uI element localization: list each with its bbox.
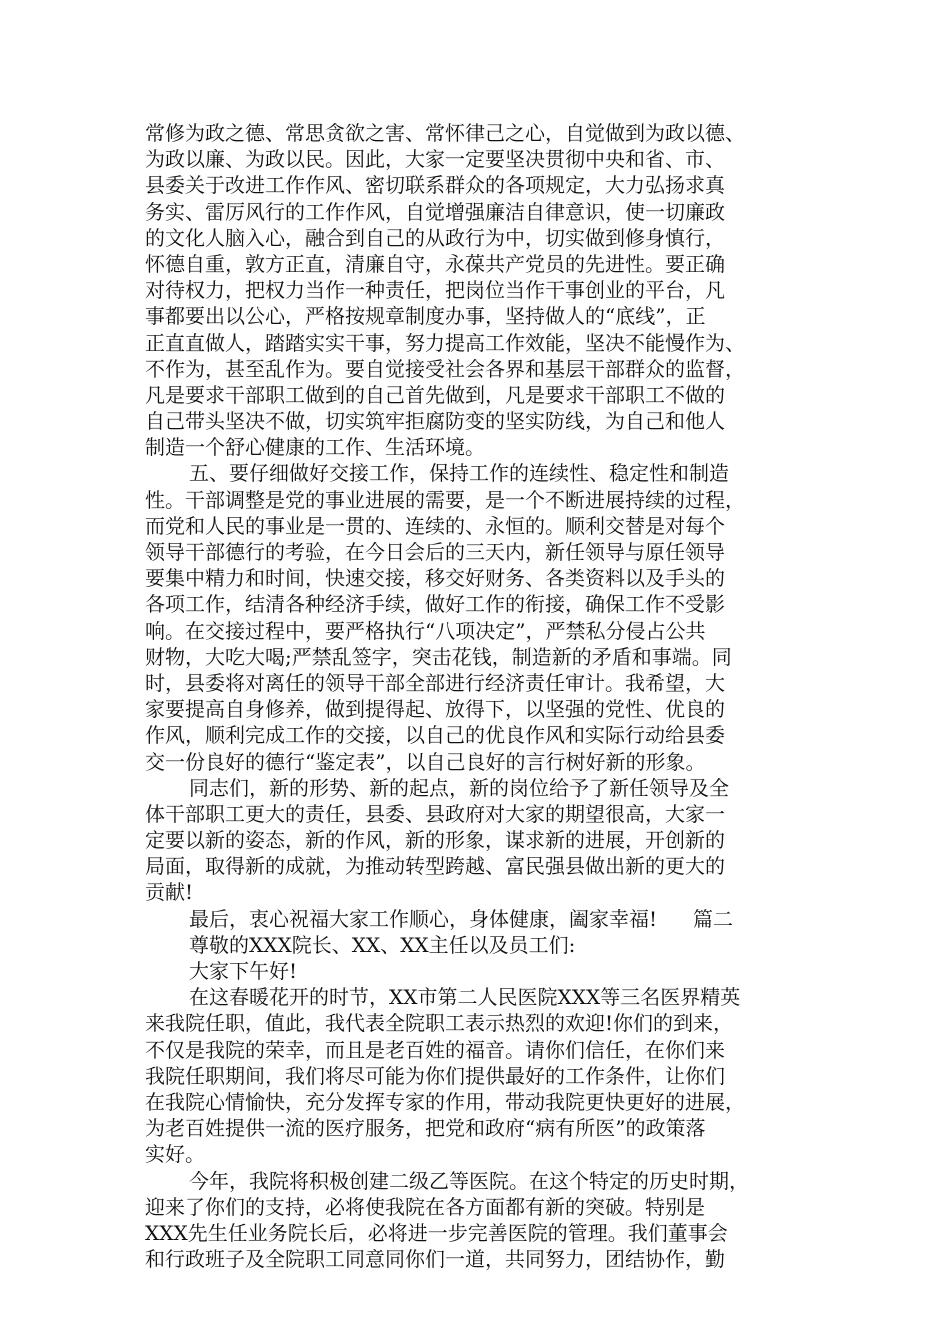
text-line: 自己带头坚决不做，切实筑牢拒腐防变的坚实防线，为自己和他人 [145,409,725,434]
text-line: 不仅是我院的荣幸，而且是老百姓的福音。请你们信任，在你们来 [145,1037,725,1062]
closing-line [145,906,825,932]
text-line: 怀德自重，敦方正直，清廉自守，永葆共产党员的先进性。要正确 [145,251,725,276]
paragraph-start-line: 同志们，新的形势、新的起点，新的岗位给予了新任领导及全 [189,775,729,800]
text-line: 贡献! [145,880,194,905]
text-line: 要集中精力和时间，快速交接，移交好财务、各类资料以及手头的 [145,566,725,591]
text-line: 的文化人脑入心，融合到自己的从政行为中，切实做到修身慎行， [145,225,725,250]
paragraph-start-line: 五、要仔细做好交接工作，保持工作的连续性、稳定性和制造 [189,461,729,486]
text-line: 不作为，甚至乱作为。要自觉接受社会各界和基层干部群众的监督， [145,356,745,381]
text-line: 制造一个舒心健康的工作、生活环境。 [145,435,485,460]
text-line: 我院任职期间，我们将尽可能为你们提供最好的工作条件，让你们 [145,1063,725,1088]
paragraph-start-line: 今年，我院将积极创建二级乙等医院。在这个特定的历史时期， [189,1168,749,1193]
paragraph-start-line: 在这春暖花开的时节，XX市第二人民医院XXX等三名医界精英 [189,985,741,1010]
text-line: 迎来了你们的支持，必将使我院在各方面都有新的突破。特别是 [145,1194,705,1219]
text-line: 来我院任职，值此，我代表全院职工表示热烈的欢迎!你们的到来， [145,1011,734,1036]
section-label: 篇二 [693,906,734,931]
text-line: 体干部职工更大的责任，县委、县政府对大家的期望很高，大家一 [145,801,725,826]
text-line: 财物，大吃大喝;严禁乱签字，突击花钱，制造新的矛盾和事端。同 [145,644,732,669]
text-line: 而党和人民的事业是一贯的、连续的、永恒的。顺利交替是对每个 [145,513,725,538]
text-line: 家要提高自身修养，做到提得起、放得下，以坚强的党性、优良的 [145,697,725,722]
text-line: 各项工作，结清各种经济手续，做好工作的衔接，确保工作不受影 [145,592,725,617]
closing-text: 最后，衷心祝福大家工作顺心，身体健康，阖家幸福! [189,906,658,931]
text-line: 正直直做人，踏踏实实干事，努力提高工作效能，坚决不能慢作为、 [145,330,745,355]
text-line: 作风，顺利完成工作的交接，以自己的优良作风和实际行动给县委 [145,723,725,748]
text-line: 局面，取得新的成就，为推动转型跨越、富民强县做出新的更大的 [145,854,725,879]
text-line: 凡是要求干部职工做到的自己首先做到，凡是要求干部职工不做的 [145,382,725,407]
text-line: 县委关于改进工作作风、密切联系群众的各项规定，大力弘扬求真 [145,173,725,198]
text-line: 为政以廉、为政以民。因此，大家一定要坚决贯彻中央和省、市、 [145,147,725,172]
document-body [145,120,825,1272]
text-line: 领导干部德行的考验，在今日会后的三天内，新任领导与原任领导 [145,540,725,564]
text-line: 在我院心情愉快，充分发挥专家的作用，带动我院更快更好的进展， [145,1089,745,1114]
text-line: 为老百姓提供一流的医疗服务，把党和政府“病有所医”的政策落 [145,1116,706,1141]
text-line: 务实、雷厉风行的工作作风，自觉增强廉洁自律意识，使一切廉政 [145,199,725,224]
text-line: 时，县委将对离任的领导干部全部进行经济责任审计。我希望，大 [145,670,725,695]
text-line: 定要以新的姿态，新的作风，新的形象，谋求新的进展，开创新的 [145,828,725,853]
text-line: 事都要出以公心，严格按规章制度办事，坚持做人的“底线”，正 [145,304,706,329]
salutation-line: 尊敬的XXX院长、XX、XX主任以及员工们: [189,932,576,957]
text-line: 实好。 [145,1142,205,1167]
text-line: 性。干部调整是党的事业进展的需要，是一个不断进展持续的过程， [145,487,745,512]
text-line: 对待权力，把权力当作一种责任，把岗位当作干事创业的平台，凡 [145,278,725,303]
text-line: 交一份良好的德行“鉴定表”，以自己良好的言行树好新的形象。 [145,749,706,774]
text-line: 和行政班子及全院职工同意同你们一道，共同努力，团结协作，勤 [145,1247,725,1272]
text-line: XXX先生任业务院长后，必将进一步完善医院的管理。我们董事会 [145,1220,728,1245]
text-line: 常修为政之德、常思贪欲之害、常怀律己之心，自觉做到为政以德、 [145,121,745,145]
greeting-line: 大家下午好! [189,959,298,983]
text-line: 响。在交接过程中，要严格执行“八项决定”，严禁私分侵占公共 [145,618,706,643]
